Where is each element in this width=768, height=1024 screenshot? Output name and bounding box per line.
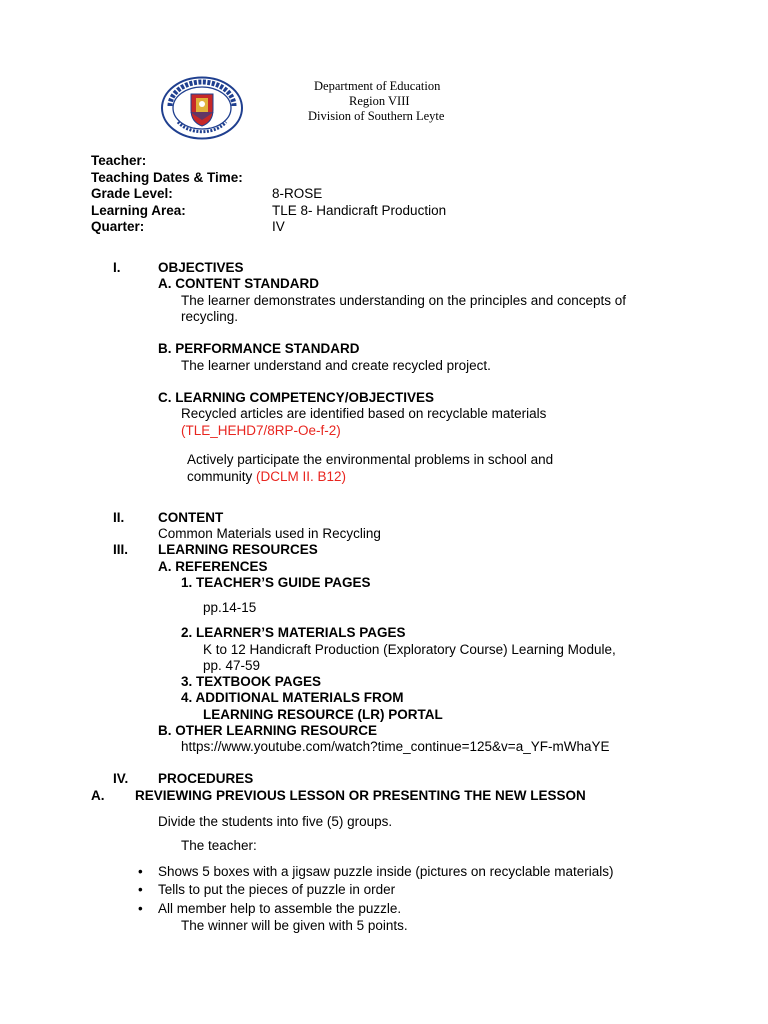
area-value: TLE 8- Handicraft Production <box>272 203 447 218</box>
textbook-pages-title: 3. TEXTBOOK PAGES <box>181 674 322 689</box>
performance-standard-text: The learner understand and create recycled project. <box>181 358 491 373</box>
learners-materials-title: 2. LEARNER’S MATERIALS PAGES <box>181 625 406 640</box>
header-division: Division of Southern Leyte <box>308 109 445 123</box>
grade-value: 8-ROSE <box>272 186 323 201</box>
learners-materials-text-2: pp. 47-59 <box>203 658 261 673</box>
learners-materials-text-1: K to 12 Handicraft Production (Exploratory Course) Learning Module, <box>203 642 616 657</box>
competency-code: (TLE_HEHD7/8RP-Oe-f-2) <box>181 423 341 438</box>
bullet-item: Tells to put the pieces of puzzle in order <box>158 882 396 897</box>
procedure-a-title: REVIEWING PREVIOUS LESSON OR PRESENTING THE NEW LESSON <box>135 788 586 803</box>
competency-text: Recycled articles are identified based on recyclable materials <box>181 406 547 421</box>
content-text: Common Materials used in Recycling <box>158 526 381 541</box>
content-standard-text-1: The learner demonstrates understanding on the principles and concepts of <box>181 293 627 308</box>
winner-text: The winner will be given with 5 points. <box>181 918 408 933</box>
area-label: Learning Area: <box>91 203 186 218</box>
header-region: Region VIII <box>349 94 410 108</box>
bullet-glyph: • <box>138 864 143 879</box>
performance-standard-title: B. PERFORMANCE STANDARD <box>158 341 360 356</box>
content-standard-title: A. CONTENT STANDARD <box>158 276 319 291</box>
other-resource-title: B. OTHER LEARNING RESOURCE <box>158 723 378 738</box>
teacher-label: Teacher: <box>91 153 147 168</box>
bullet-item: Shows 5 boxes with a jigsaw puzzle inside (pictures on recyclable materials) <box>158 864 614 879</box>
content-standard-text-2: recycling. <box>181 309 239 324</box>
objectives-title: OBJECTIVES <box>158 260 244 275</box>
references-title: A. REFERENCES <box>158 559 268 574</box>
bullet-item: All member help to assemble the puzzle. <box>158 901 402 916</box>
resources-numeral: III. <box>113 542 129 557</box>
objectives-numeral: I. <box>113 260 121 275</box>
competency-text2-1: Actively participate the environmental problems in school and <box>187 452 554 467</box>
procedure-text-2: The teacher: <box>181 838 257 853</box>
resources-title: LEARNING RESOURCES <box>158 542 318 557</box>
procedures-numeral: IV. <box>113 771 129 786</box>
content-numeral: II. <box>113 510 125 525</box>
grade-label: Grade Level: <box>91 186 173 201</box>
additional-materials-title-2: LEARNING RESOURCE (LR) PORTAL <box>203 707 443 722</box>
quarter-label: Quarter: <box>91 219 145 234</box>
content-title: CONTENT <box>158 510 224 525</box>
deped-seal <box>160 76 244 140</box>
competency-title: C. LEARNING COMPETENCY/OBJECTIVES <box>158 390 435 405</box>
procedure-text-1: Divide the students into five (5) groups. <box>158 814 393 829</box>
procedures-title: PROCEDURES <box>158 771 254 786</box>
procedure-a-letter: A. <box>91 788 105 803</box>
bullet-glyph: • <box>138 882 143 897</box>
dates-label: Teaching Dates & Time: <box>91 170 243 185</box>
teachers-guide-title: 1. TEACHER’S GUIDE PAGES <box>181 575 371 590</box>
teachers-guide-pages: pp.14-15 <box>203 600 257 615</box>
competency-code2: (DCLM II. B12) <box>256 469 347 484</box>
additional-materials-title-1: 4. ADDITIONAL MATERIALS FROM <box>181 690 404 705</box>
competency-text2-2-plain: community <box>187 469 253 484</box>
bullet-glyph: • <box>138 901 143 916</box>
quarter-value: IV <box>272 219 285 234</box>
competency-text2-2 <box>187 469 346 485</box>
other-resource-url[interactable]: https://www.youtube.com/watch?time_continue=125&v=a_YF-mWhaYE <box>181 739 610 754</box>
header-department: Department of Education <box>314 79 441 93</box>
